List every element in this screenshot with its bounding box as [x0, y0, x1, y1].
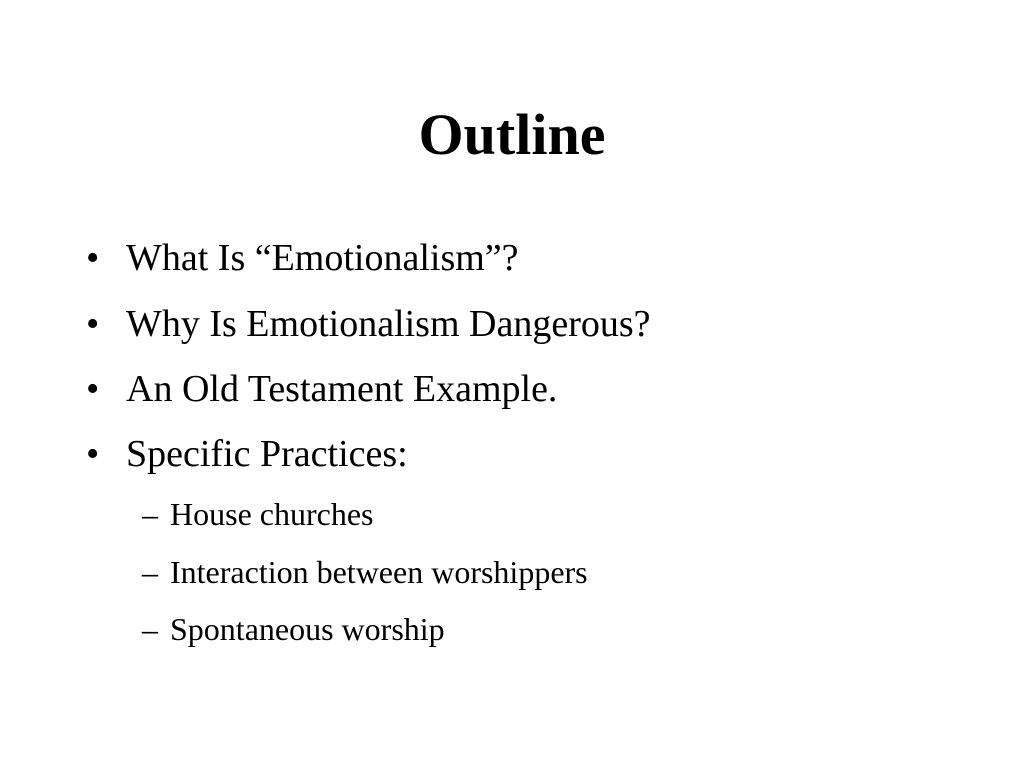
bullet-marker: • — [86, 303, 100, 345]
sub-bullet-text: House churches — [170, 496, 374, 532]
sub-bullet-text: Interaction between worshippers — [170, 554, 588, 590]
bullet-text: Specific Practices: — [126, 433, 408, 475]
bullet-marker: • — [86, 368, 100, 410]
sub-bullet-item — [142, 609, 445, 649]
bullet-item — [86, 235, 519, 281]
sub-bullet-item — [142, 494, 373, 534]
bullet-marker: • — [86, 237, 100, 279]
sub-bullet-marker: – — [142, 554, 158, 590]
sub-bullet-marker: – — [142, 496, 158, 532]
bullet-text: What Is “Emotionalism”? — [126, 237, 519, 279]
bullet-text: An Old Testament Example. — [126, 368, 558, 410]
sub-bullet-item — [142, 552, 588, 592]
sub-bullet-text: Spontaneous worship — [170, 611, 445, 647]
bullet-item — [86, 366, 557, 412]
sub-bullet-marker: – — [142, 611, 158, 647]
slide-title: Outline — [418, 102, 606, 167]
bullet-item — [86, 301, 651, 347]
bullet-marker: • — [86, 433, 100, 475]
bullet-text: Why Is Emotionalism Dangerous? — [126, 303, 651, 345]
bullet-item — [86, 431, 408, 477]
